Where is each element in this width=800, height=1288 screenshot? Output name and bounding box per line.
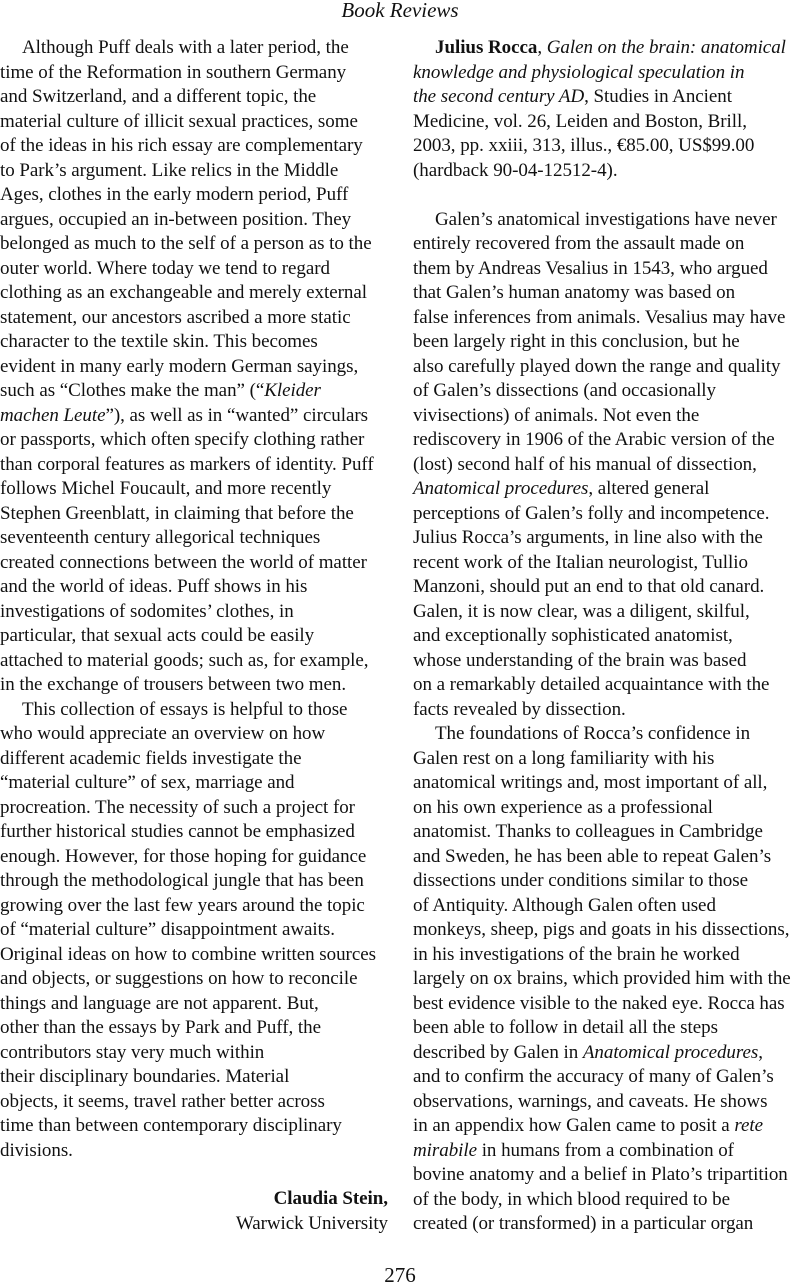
text-line: also carefully played down the range and quality [413,355,781,377]
text-segment: ”), as well as in “wanted” circulars [105,404,368,426]
text-line: Galen rest on a long familiarity with his [413,747,715,769]
text-line: false inferences from animals. Vesalius may have [413,306,786,328]
text-line: on his own experience as a professional [413,796,713,818]
text-line [413,1041,800,1066]
text-line: to Park’s argument. Like relics in the Middle [0,159,339,181]
text-line: and exceptionally sophisticated anatomist, [413,625,733,646]
right-column [413,36,800,1237]
text-line: their disciplinary boundaries. Material [0,1066,290,1087]
reviewer-name: Claudia Stein, [273,1188,388,1209]
text-line: or passports, which often specify clothing rather [0,429,365,450]
text-line: of Galen’s dissections (and occasionally [413,380,716,401]
text-line: in his investigations of the brain he worked [413,943,740,965]
text-line: bovine anatomy and a belief in Plato’s tripartition [413,1164,788,1185]
text-line: of “material culture” disappointment awaits. [0,919,335,940]
text-line: particular, that sexual acts could be easily [0,625,315,646]
text-line [413,1114,800,1139]
book-author: Julius Rocca [435,37,538,58]
reviewer-affiliation: Warwick University [235,1212,388,1234]
text-line: (lost) second half of his manual of dissection, [413,453,757,475]
text-line: facts revealed by dissection. [413,698,626,720]
text-line: investigations of sodomites’ clothes, in [0,600,294,622]
text-line: The foundations of Rocca’s confidence in [435,723,751,744]
text-line: Julius Rocca’s arguments, in line also with the [413,527,763,548]
text-line: Medicine, vol. 26, Leiden and Boston, Brill, [413,110,747,132]
text-line: and objects, or suggestions on how to reconcile [0,968,358,989]
text-line: largely on ox brains, which provided him with the [413,968,791,989]
text-line: monkeys, sheep, pigs and goats in his dissections, [413,919,790,940]
text-segment: , [537,37,547,58]
text-line: follows Michel Foucault, and more recently [0,478,332,499]
text-line: statement, our ancestors ascribed a more static [0,306,351,328]
text-line: than corporal features as markers of identity. Puff [0,453,374,475]
left-paragraph-2 [0,698,388,1164]
text-line: entirely recovered from the assault made on [413,233,745,254]
text-line: enough. However, for those hoping for guidance [0,845,367,867]
text-line: on a remarkably detailed acquaintance with the [413,674,770,695]
text-line: “material culture” of sex, marriage and [0,772,295,793]
text-line: Although Puff deals with a later period, the [22,37,349,58]
text-line: Galen’s anatomical investigations have never [435,208,777,230]
text-segment: such as “Clothes make the man” (“ [0,380,265,401]
text-line: rediscovery in 1906 of the Arabic version of the [413,429,775,450]
text-line: that Galen’s human anatomy was based on [413,282,736,303]
text-line [413,36,800,61]
text-line: Stephen Greenblatt, in claiming that before the [0,502,354,524]
reviewer-signature [0,1187,388,1236]
text-line: divisions. [0,1139,73,1161]
text-line: contributors stay very much within [0,1041,265,1063]
text-segment: in humans from a combination of [477,1139,734,1161]
text-line [413,477,800,502]
text-line [413,85,800,110]
text-line: Ages, clothes in the early modern period, Puff [0,184,349,205]
text-line [0,379,388,404]
text-line: different academic fields investigate the [0,747,302,769]
italic-segment: rete [734,1115,764,1136]
text-segment: , altered general [588,478,710,499]
text-line [413,61,800,86]
page-number: 276 [384,1263,416,1287]
text-line: observations, warnings, and caveats. He shows [413,1090,768,1112]
text-line: and Sweden, he has been able to repeat Galen’s [413,845,772,867]
text-line: attached to material goods; such as, for example, [0,649,369,671]
text-line: of the body, in which blood required to be [413,1188,730,1210]
text-segment: , Studies in Ancient [584,86,732,107]
text-line: growing over the last few years around the topic [0,894,365,916]
text-line: whose understanding of the brain was based [413,649,747,671]
text-line: further historical studies cannot be emphasized [0,821,355,842]
text-line [0,404,388,429]
text-line: other than the essays by Park and Puff, the [0,1017,321,1038]
left-paragraph-1 [0,36,388,698]
text-line: seventeenth century allegorical techniques [0,527,321,548]
text-line: recent work of the Italian neurologist, Tullio [413,551,748,573]
text-line: of Antiquity. Although Galen often used [413,894,716,916]
text-line: anatomical writings and, most important of all, [413,772,768,793]
text-line: and to confirm the accuracy of many of Galen’s [413,1066,774,1087]
text-line: of the ideas in his rich essay are complementary [0,135,363,156]
italic-segment: machen Leute [0,404,106,426]
right-paragraph-2 [413,722,800,1237]
text-segment: , [758,1041,763,1063]
text-line: through the methodological jungle that has been [0,870,364,891]
text-segment: in an appendix how Galen came to posit a [413,1115,735,1136]
text-line: argues, occupied an in-between position. They [0,208,352,230]
italic-segment: Anatomical procedures [582,1041,759,1063]
book-title: Galen on the brain: anatomical [546,37,786,58]
left-column [0,36,388,1236]
text-line: created connections between the world of matter [0,551,367,573]
text-line: Manzoni, should put an end to that old canard. [413,576,765,597]
right-paragraph-1 [413,208,800,723]
text-line: Original ideas on how to combine written sources [0,943,376,965]
text-line: time than between contemporary disciplinary [0,1115,342,1136]
book-title: knowledge and physiological speculation in [413,61,745,83]
text-line: been able to follow in detail all the steps [413,1017,718,1038]
text-line: best evidence visible to the naked eye. Rocca has [413,992,785,1014]
text-line: character to the textile skin. This becomes [0,331,318,352]
text-line: them by Andreas Vesalius in 1543, who argued [413,257,768,279]
italic-segment: Kleider [264,380,321,401]
text-line: outer world. Where today we tend to regard [0,257,330,279]
text-line: evident in many early modern German sayings, [0,355,359,377]
text-line: things and language are not apparent. But, [0,992,319,1014]
text-line: material culture of illicit sexual practices, some [0,110,358,132]
text-line: belonged as much to the self of a person as to the [0,233,372,254]
text-line: anatomist. Thanks to colleagues in Cambridge [413,821,763,842]
italic-segment: Anatomical procedures [413,478,589,499]
book-citation [413,36,800,183]
text-line: dissections under conditions similar to those [413,870,748,891]
spacer [413,183,800,208]
text-line: been largely right in this conclusion, but he [413,331,740,352]
running-head: Book Reviews [341,0,459,22]
text-line: (hardback 90-04-12512-4). [413,159,618,181]
italic-segment: mirabile [413,1139,477,1161]
text-line: This collection of essays is helpful to those [22,698,348,720]
text-line: objects, it seems, travel rather better across [0,1090,325,1112]
text-line: vivisections) of animals. Not even the [413,404,700,426]
text-line: 2003, pp. xxiii, 313, illus., €85.00, US$99.00 [413,135,755,156]
text-line: clothing as an exchangeable and merely external [0,282,367,303]
text-line: and the world of ideas. Puff shows in his [0,576,308,597]
text-line: and Switzerland, and a different topic, the [0,86,317,107]
text-line: procreation. The necessity of such a project for [0,796,355,818]
book-title: the second century AD [413,86,585,107]
text-line: created (or transformed) in a particular organ [413,1213,754,1234]
text-line: time of the Reformation in southern Germany [0,61,347,83]
text-line: perceptions of Galen’s folly and incompetence. [413,502,770,524]
text-line [413,1139,800,1164]
text-line: in the exchange of trousers between two men. [0,674,347,695]
text-line: Galen, it is now clear, was a diligent, skilful, [413,600,750,622]
text-line: who would appreciate an overview on how [0,723,326,744]
text-segment: described by Galen in [413,1041,583,1063]
